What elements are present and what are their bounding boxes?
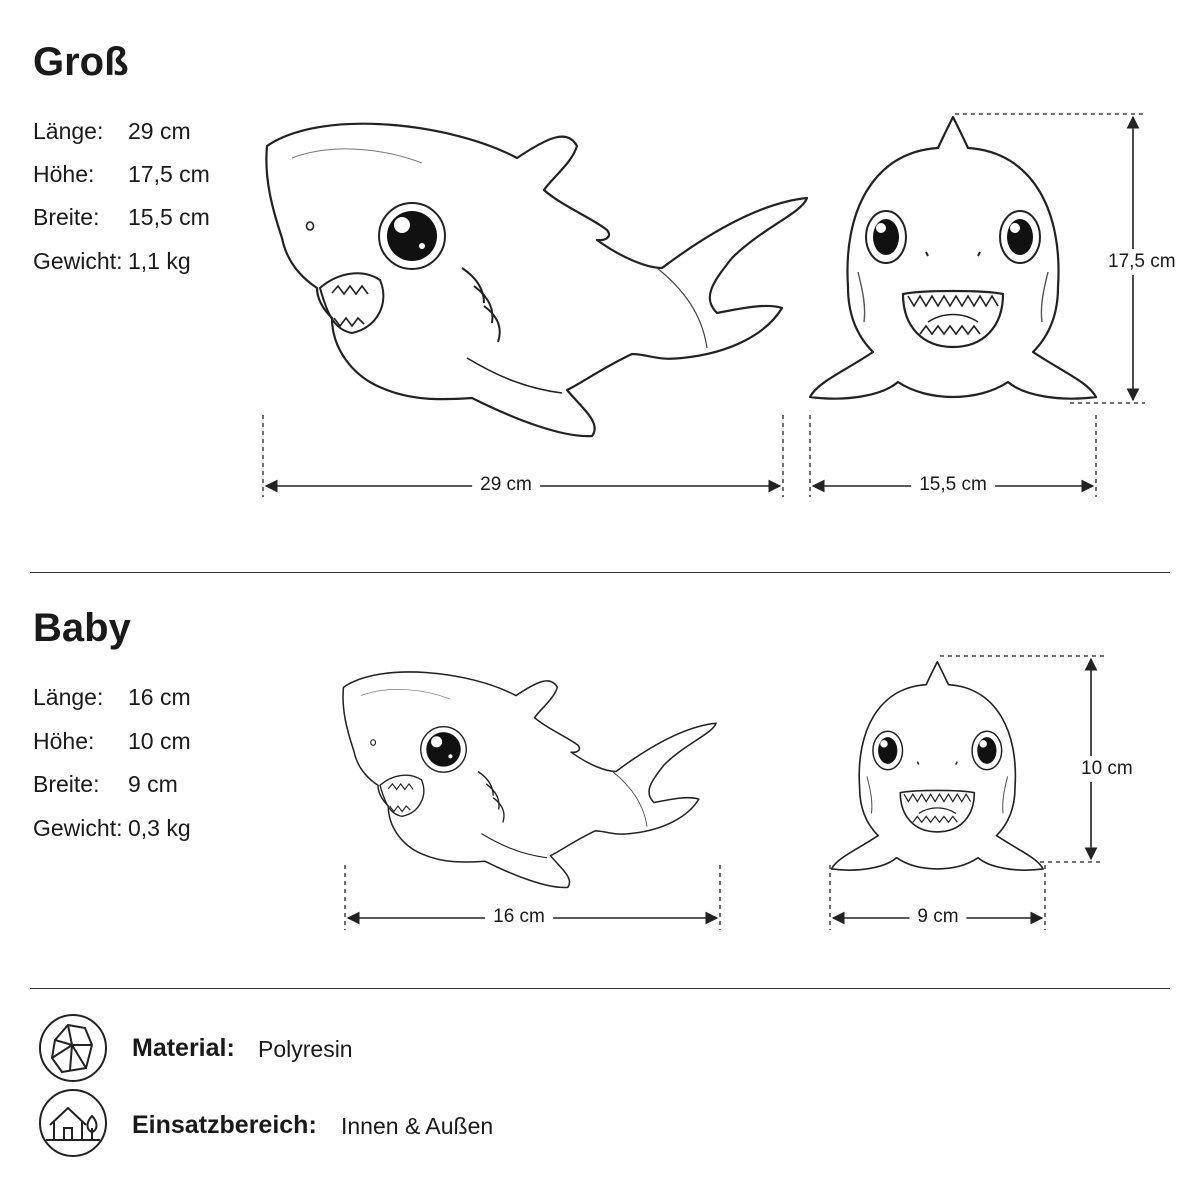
- spec-value-weight: 1,1 kg: [128, 248, 191, 274]
- spec-label-weight: Gewicht:: [33, 815, 123, 841]
- spec-label-width: Breite:: [33, 771, 100, 797]
- gem-icon: [40, 1015, 106, 1081]
- baby-section-title: Baby: [33, 606, 131, 650]
- spec-value-height: 10 cm: [128, 728, 191, 754]
- usage-area-value: Innen & Außen: [341, 1113, 494, 1139]
- baby-width-label: 9 cm: [909, 906, 966, 928]
- spec-label-height: Höhe:: [33, 161, 95, 187]
- baby-shark-side-view: [343, 672, 716, 888]
- section-divider: [30, 988, 1170, 989]
- usage-area-label: Einsatzbereich:: [132, 1111, 317, 1139]
- spec-value-width: 15,5 cm: [128, 204, 210, 230]
- large-section-title: Groß: [33, 40, 129, 84]
- spec-value-length: 16 cm: [128, 684, 191, 710]
- section-divider: [30, 572, 1170, 573]
- spec-label-height: Höhe:: [33, 728, 95, 754]
- spec-label-weight: Gewicht:: [33, 248, 123, 274]
- spec-value-length: 29 cm: [128, 118, 191, 144]
- baby-length-label: 16 cm: [485, 906, 553, 928]
- spec-label-length: Länge:: [33, 684, 104, 710]
- spec-value-height: 17,5 cm: [128, 161, 210, 187]
- spec-label-width: Breite:: [33, 204, 100, 230]
- spec-label-length: Länge:: [33, 118, 104, 144]
- house-tree-icon: [40, 1090, 106, 1156]
- material-value: Polyresin: [258, 1036, 353, 1062]
- material-label: Material:: [132, 1034, 235, 1062]
- large-shark-front-view: [810, 117, 1096, 399]
- large-length-label: 29 cm: [472, 474, 540, 496]
- large-width-label: 15,5 cm: [911, 474, 995, 496]
- spec-value-weight: 0,3 kg: [128, 815, 191, 841]
- spec-value-width: 9 cm: [128, 771, 178, 797]
- large-shark-side-view: [266, 124, 807, 436]
- large-height-label: 17,5 cm: [1108, 249, 1176, 275]
- baby-shark-front-view: [831, 662, 1043, 870]
- baby-height-label: 10 cm: [1081, 756, 1133, 782]
